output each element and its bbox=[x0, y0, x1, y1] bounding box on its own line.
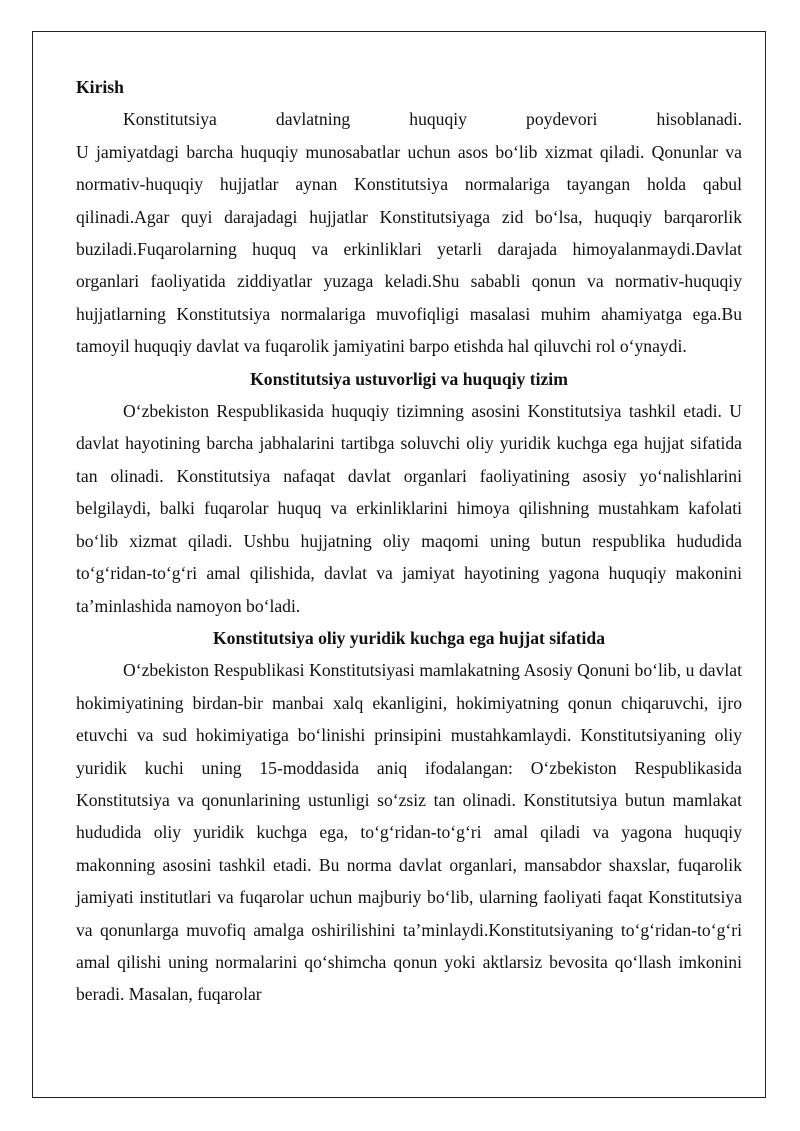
intro-paragraph bbox=[76, 103, 742, 362]
section1-paragraph: O‘zbekiston Respublikasida huquqiy tizimning asosini Konstitutsiya tashkil etadi. U davlat hayotining barcha jabhalarini tartibga soluvchi oliy yuridik kuchga ega hujjat sifatida tan olinadi. Konstitutsiya nafaqat davlat organlari faoliyatining asosiy yo‘nalishlarini belgilaydi, balki fuqarolar huquq va erkinliklarini himoya qilishning mustahkam kafolati bo‘lib xizmat qiladi. Ushbu hujjatning oliy maqomi uning butun respublika hududida to‘g‘ridan-to‘g‘ri amal qilishida, davlat va jamiyat hayotining yagona huquqiy makonini ta’minlashida namoyon bo‘ladi. bbox=[76, 401, 742, 616]
section1-heading: Konstitutsiya ustuvorligi va huquqiy tizim bbox=[250, 368, 568, 389]
section2-heading: Konstitutsiya oliy yuridik kuchga ega hujjat sifatida bbox=[212, 627, 605, 648]
intro-paragraph-rest: U jamiyatdagi barcha huquqiy munosabatlar uchun asos bo‘lib xizmat qiladi. Qonunlar va normativ-huquqiy hujjatlar aynan Konstitutsiya normalariga tayangan holda qabul qilinadi.Agar quyi darajadagi hujjatlar Konstitutsiyaga zid bo‘lsa, huquqiy barqarorlik buziladi.Fuqarolarning huquq va erkinliklari yetarli darajada himoyalanmaydi.Davlat organlari faoliyatida ziddiyatlar yuzaga keladi.Shu sababli qonun va normativ-huquqiy hujjatlarning Konstitutsiya normalariga muvofiqligi masalasi muhim ahamiyatga ega.Bu tamoyil huquqiy davlat va fuqarolik jamiyatini barpo etishda hal qiluvchi rol o‘ynaydi. bbox=[76, 141, 742, 357]
section2-paragraph: O‘zbekiston Respublikasi Konstitutsiyasi mamlakatning Asosiy Qonuni bo‘lib, u davlat hokimiyatining birdan-bir manbai xalq ekanligini, hokimiyatning qonun chiqaruvchi, ijro etuvchi va sud hokimiyatiga bo‘linishi prinsipini mustahkamlaydi. Konstitutsiyaning oliy yuridik kuchi uning 15-moddasida aniq ifodalangan: O‘zbekiston Respublikasida Konstitutsiya va qonunlarining ustunligi so‘zsiz tan olinadi. Konstitutsiya butun mamlakat hududida oliy yuridik kuchga ega, to‘g‘ridan-to‘g‘ri amal qiladi va yagona huquqiy makonning asosini tashkil etadi. Bu norma davlat organlari, mansabdor shaxslar, fuqarolik jamiyati institutlari va fuqarolar uchun majburiy bo‘lib, ularning faoliyati faqat Konstitutsiya va qonunlarga muvofiq amalga oshirilishini ta’minlaydi.Konstitutsiyaning to‘g‘ridan-to‘g‘ri amal qilishi uning normalarini qo‘shimcha qonun yoki aktlarsiz bevosita qo‘llash imkonini beradi. Masalan, fuqarolar bbox=[76, 660, 742, 1005]
intro-first-line: Konstitutsiya davlatning huquqiy poydevori hisoblanadi. bbox=[123, 109, 742, 130]
document-body bbox=[76, 71, 742, 1011]
intro-heading: Kirish bbox=[76, 77, 124, 97]
